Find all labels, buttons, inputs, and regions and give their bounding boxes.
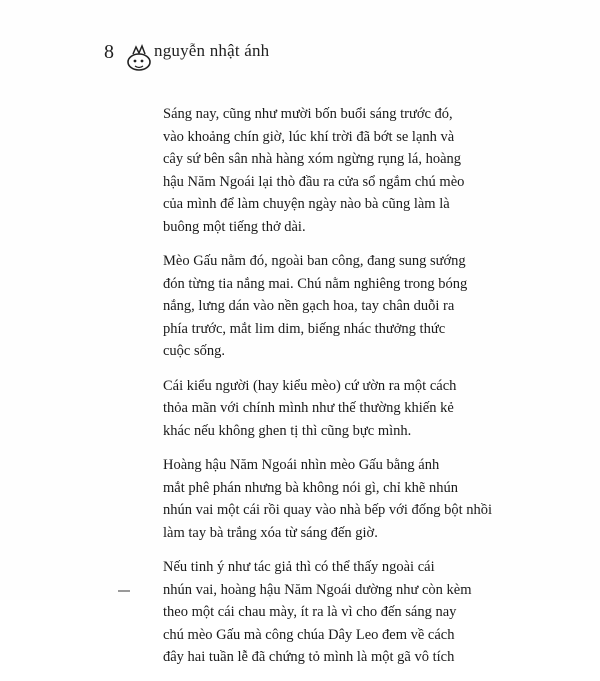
text-line: vào khoảng chín giờ, lúc khí trời đã bớt se lạnh và	[163, 128, 455, 145]
text-line: Hoàng hậu Năm Ngoái nhìn mèo Gấu bằng ánh	[163, 457, 440, 473]
text-line: của mình để làm chuyện ngày nào bà cũng làm là	[163, 196, 450, 212]
text-line: Sáng nay, cũng như mười bốn buổi sáng trước đó,	[163, 106, 453, 122]
paragraph	[163, 454, 493, 544]
paragraph	[163, 556, 472, 669]
text-line: đón từng tia nắng mai. Chú nằm nghiêng trong bóng	[163, 275, 468, 292]
text-line: mắt phê phán nhưng bà không nói gì, chỉ khẽ nhún	[163, 479, 458, 496]
footer-rule	[118, 590, 130, 592]
text-line: khác nếu không ghen tị thì cũng bực mình.	[163, 422, 412, 439]
text-line: Cái kiểu người (hay kiểu mèo) cứ ườn ra một cách	[163, 377, 457, 394]
text-line: nhún vai, hoàng hậu Năm Ngoái dường như còn kèm	[163, 581, 472, 598]
author-logo-icon	[126, 42, 152, 72]
text-line: Nếu tinh ý như tác giả thì có thể thấy ngoài cái	[163, 559, 435, 575]
text-line: nhún vai một cái rồi quay vào nhà bếp với đống bột nhồi	[163, 502, 493, 518]
text-line: thỏa mãn với chính mình như thế thường khiến kẻ	[163, 400, 454, 416]
text-line: Mèo Gấu nằm đó, ngoài ban công, đang sung sướng	[163, 253, 466, 269]
body-text	[163, 103, 493, 681]
text-line: phía trước, mắt lim dim, biếng nhác thưởng thức	[163, 320, 446, 337]
author-name: nguyễn nhật ánh	[154, 41, 270, 60]
paragraph	[163, 250, 468, 363]
text-line: làm tay bà trắng xóa từ sáng đến giờ.	[163, 524, 378, 541]
page-number: 8	[104, 40, 114, 63]
paragraph	[163, 375, 463, 443]
text-line: chú mèo Gấu mà công chúa Dây Leo đem về cách	[163, 626, 455, 643]
text-line: hậu Năm Ngoái lại thò đầu ra cửa sổ ngắm chú mèo	[163, 173, 465, 190]
text-line: buông một tiếng thở dài.	[163, 218, 306, 235]
text-line: theo một cái chau mày, ít ra là vì cho đến sáng nay	[163, 604, 457, 620]
paragraph	[163, 103, 463, 238]
page-header	[104, 34, 269, 74]
text-line: cây sứ bên sân nhà hàng xóm ngừng rụng lá, hoàng	[163, 151, 462, 167]
text-line: đây hai tuần lễ đã chứng tỏ mình là một gã vô tích	[163, 649, 455, 665]
text-line: nắng, lưng dán vào nền gạch hoa, tay chân duỗi ra	[163, 298, 455, 314]
text-line: cuộc sống.	[163, 343, 226, 359]
